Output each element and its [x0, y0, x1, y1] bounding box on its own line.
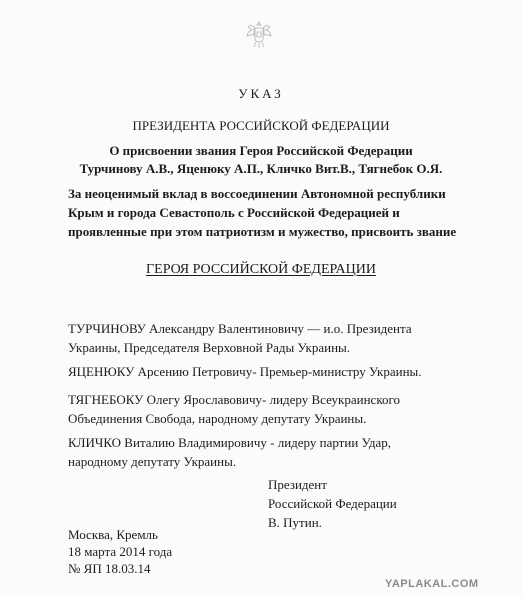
lead-line: проявленные при этом патриотизм и мужество, присвоить звание: [68, 224, 457, 239]
decree-issuer: ПРЕЗИДЕНТА РОССИЙСКОЙ ФЕДЕРАЦИИ: [132, 118, 390, 133]
place-date-block: [68, 526, 172, 577]
date-text: 18 марта 2014 года: [68, 544, 173, 559]
signature-line: Российской Федерации: [268, 496, 397, 511]
lead-line: Крым и города Севастополь с Российской Федерацией и: [68, 205, 400, 220]
decree-lead-paragraph: [68, 184, 488, 241]
place-text: Москва, Кремль: [68, 527, 158, 542]
recipient-line: народному депутату Украины.: [68, 454, 237, 469]
signature-block: [268, 475, 397, 532]
decree-subject-line: Турчинову А.В., Яценюку А.П., Кличко Вит.В., Тягнебок О.Я.: [79, 161, 443, 176]
signature-line: Президент: [268, 477, 327, 492]
signature-line: В. Путин.: [268, 515, 322, 530]
lead-line: За неоценимый вклад в воссоединении Автономной республики: [68, 186, 446, 201]
recipient-paragraph: [68, 390, 488, 428]
site-watermark: YAPLAKAL.COM: [385, 578, 479, 590]
recipient-paragraph: [68, 362, 488, 381]
recipient-line: ТЯГНЕБОКУ Олегу Ярославовичу- лидеру Всеукраинского: [68, 392, 400, 407]
decree-subject-line: О присвоении звания Героя Российской Федерации: [109, 143, 413, 158]
recipient-line: Объединения Свобода, народному депутату Украины.: [68, 411, 367, 426]
decree-subject: [0, 142, 522, 178]
recipient-paragraph: [68, 319, 488, 357]
recipient-line: КЛИЧКО Виталию Владимировичу - лидеру партии Удар,: [68, 435, 392, 450]
decree-title: УКАЗ: [238, 86, 284, 101]
recipient-line: ЯЦЕНЮКУ Арсению Петровичу- Премьер-министру Украины.: [68, 364, 422, 379]
recipient-line: ТУРЧИНОВУ Александру Валентиновичу — и.о. Президента: [68, 321, 412, 336]
award-title: ГЕРОЯ РОССИЙСКОЙ ФЕДЕРАЦИИ: [146, 262, 376, 277]
decree-number: № ЯП 18.03.14: [68, 561, 151, 576]
double-headed-eagle-emblem-icon: [244, 18, 274, 50]
recipient-paragraph: [68, 433, 488, 471]
recipient-line: Украины, Председателя Верховной Рады Украины.: [68, 340, 351, 355]
